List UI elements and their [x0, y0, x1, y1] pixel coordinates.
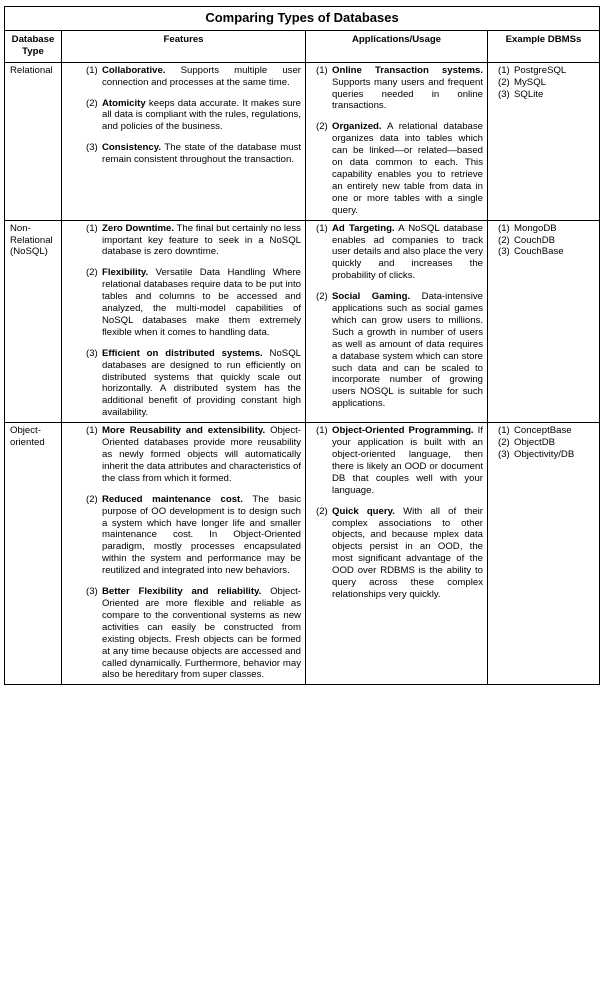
list-item-number: (2) [316, 505, 328, 517]
list-item-description: NoSQL databases are designed to run efficiently on distributed systems that quickly scale out horizontally. A distributed system has the additional benefit of providing constant high availability. [102, 347, 301, 419]
list-item [492, 246, 595, 258]
features-list [66, 223, 301, 420]
list-item-description: Supports multiple user connection and processes at the same time. [102, 64, 301, 88]
features-cell [62, 220, 306, 423]
list-item-number: (3) [498, 246, 510, 258]
features-cell [62, 62, 306, 220]
apps-cell [306, 220, 488, 423]
header-features: Features [62, 30, 306, 62]
list-item-number: (2) [316, 291, 328, 303]
list-item-number: (3) [86, 347, 98, 359]
table-row [5, 62, 600, 220]
list-item-term: Efficient on distributed systems. [102, 347, 263, 359]
list-item-number: (2) [86, 97, 98, 109]
list-item-text [332, 291, 483, 410]
list-item-term: Collaborative. [102, 64, 166, 76]
list-item-number: (1) [316, 64, 328, 76]
database-type-cell: Relational [5, 62, 62, 220]
header-applications: Applications/Usage [306, 30, 488, 62]
list-item [66, 586, 301, 681]
features-list [66, 65, 301, 166]
list-item-description: keeps data accurate. It makes sure all data is compliant with the rules, regulations, and policies of the business. [102, 97, 301, 133]
list-item [310, 425, 483, 496]
dbms-list [492, 65, 595, 101]
list-item [66, 98, 301, 134]
list-item-text [332, 425, 483, 496]
list-item-description: A relational database organizes data into tables which can be linked—or related—based on data common to each. This capability enables you to retrieve an entirely new table from data in one or more tables with a single query. [332, 121, 483, 216]
list-item-number: (1) [498, 425, 510, 437]
list-item-term: Social Gaming. [332, 291, 411, 303]
list-item-text [102, 98, 301, 134]
list-item-description: Supports many users and frequent queries needed in online transactions. [332, 76, 483, 112]
list-item [66, 494, 301, 577]
list-item [492, 235, 595, 247]
list-item-text [102, 494, 301, 577]
list-item-description: Versatile Data Handling Where relational databases require data to be put into tables and columns to be accessed and analyzed, the multi-model capabilities of NoSQL databases make them extremely flexible when it comes to handling data. [102, 267, 301, 338]
list-item-number: (2) [498, 437, 510, 449]
list-item-number: (3) [498, 88, 510, 100]
list-item-text: Objectivity/DB [514, 449, 575, 460]
list-item [66, 142, 301, 166]
table-body [5, 62, 600, 685]
list-item-term: Object-Oriented Programming. [332, 425, 474, 437]
dbms-cell [488, 423, 600, 685]
list-item [310, 506, 483, 601]
list-item-number: (1) [316, 425, 328, 437]
list-item-text [102, 348, 301, 419]
list-item-text: CouchBase [514, 246, 564, 258]
list-item [310, 121, 483, 216]
list-item-number: (3) [86, 586, 98, 598]
list-item [66, 267, 301, 338]
list-item-description: The basic purpose of OO development is to design such a system which have longer life and smaller maintenance cost. In Object-Oriented paradigm, mostly processes encapsulated within the system and performance may be reutilized and integrated into new behaviors. [102, 493, 301, 577]
list-item [66, 425, 301, 485]
comparison-table [4, 6, 600, 685]
list-item [492, 89, 595, 101]
apps-cell [306, 62, 488, 220]
list-item-number: (2) [86, 493, 98, 505]
list-item [492, 223, 595, 235]
list-item-number: (1) [498, 64, 510, 76]
list-item-description: If your application is built with an object-oriented language, then there is likely an OOD or document DB that couples well with your language. [332, 425, 484, 496]
list-item [66, 65, 301, 89]
list-item-description: The state of the database must remain consistent throughout the transaction. [102, 142, 301, 166]
list-item-number: (2) [498, 234, 510, 246]
header-row [5, 30, 600, 62]
list-item-text: ObjectDB [514, 437, 556, 449]
list-item-number: (2) [498, 76, 510, 88]
list-item-number: (1) [86, 425, 98, 437]
list-item-description: The final but certainly no less important key feature to seek in a NoSQL database is zero downtime. [102, 222, 301, 258]
features-list [66, 425, 301, 681]
apps-list [310, 65, 483, 217]
table-row [5, 423, 600, 685]
list-item-text [332, 121, 483, 216]
list-item-text: ConceptBase [514, 425, 572, 437]
list-item-text [332, 506, 483, 601]
list-item-term: More Reusability and extensibility. [102, 425, 266, 437]
list-item-text [102, 586, 301, 681]
list-item-number: (1) [316, 222, 328, 234]
list-item-term: Quick query. [332, 505, 395, 517]
list-item-text: SQLite [514, 88, 544, 100]
table-row [5, 220, 600, 423]
list-item [310, 223, 483, 283]
dbms-cell [488, 220, 600, 423]
list-item [310, 65, 483, 113]
list-item-description: Object-Oriented are more flexible and reliable as compare to the conventional systems as new activities can easily be constructed from existing objects. Fresh objects can be formed at any time because objects are accessed and called dynamically. Furthermore, behavior may also be hereditary from super classes. [102, 586, 301, 681]
apps-cell [306, 423, 488, 685]
header-database-type: Database Type [5, 30, 62, 62]
list-item-number: (1) [86, 64, 98, 76]
list-item-number: (1) [498, 222, 510, 234]
list-item-term: Online Transaction systems. [332, 64, 483, 76]
list-item-number: (2) [86, 267, 98, 279]
document-page [4, 6, 599, 685]
dbms-cell [488, 62, 600, 220]
table-title: Comparing Types of Databases [5, 7, 600, 31]
list-item-text [102, 425, 301, 485]
list-item-description: Data-intensive applications such as social games which can grow users to millions. Such a growth in number of users as well as amount of data requires a database system which can store such data and can be scaled to incorporate number of growing users NOSQL is suitable for such applications. [332, 291, 483, 410]
list-item-term: Ad Targeting. [332, 222, 395, 234]
list-item-text [102, 65, 301, 89]
list-item-text [102, 142, 301, 166]
list-item [492, 449, 595, 461]
list-item [66, 348, 301, 419]
list-item [492, 77, 595, 89]
list-item [492, 425, 595, 437]
list-item-text [332, 65, 483, 113]
list-item-term: Consistency. [102, 142, 162, 154]
apps-list [310, 223, 483, 411]
features-cell [62, 423, 306, 685]
database-type-cell: Object-oriented [5, 423, 62, 685]
list-item-number: (2) [316, 121, 328, 133]
list-item-number: (3) [498, 449, 510, 460]
list-item-text [332, 223, 483, 283]
list-item-term: Zero Downtime. [102, 222, 174, 234]
list-item-term: Atomicity [102, 97, 146, 109]
list-item-text: CouchDB [514, 234, 556, 246]
database-type-cell: Non-Relational (NoSQL) [5, 220, 62, 423]
apps-list [310, 425, 483, 601]
dbms-list [492, 223, 595, 259]
list-item-term: Better Flexibility and reliability. [102, 586, 262, 598]
list-item [492, 437, 595, 449]
list-item-text [102, 267, 301, 338]
list-item [310, 291, 483, 410]
list-item-text: MySQL [514, 76, 546, 88]
list-item-description: A NoSQL database enables ad companies to track user details and also place the very quickly and increases the probability of clicks. [332, 222, 483, 282]
list-item-term: Reduced maintenance cost. [102, 493, 243, 505]
list-item-text [102, 223, 301, 259]
list-item-description: With all of their complex associations to other objects, and because mplex data objects persist in an OOD, the most significant advantage of the OOD over RDBMS is the ability to query across these complex relationships very quickly. [332, 505, 483, 600]
list-item-number: (3) [86, 142, 98, 154]
list-item-text: MongoDB [514, 222, 557, 234]
list-item-number: (1) [86, 222, 98, 234]
dbms-list [492, 425, 595, 461]
list-item [492, 65, 595, 77]
header-example-dbms: Example DBMSs [488, 30, 600, 62]
list-item-description: Object-Oriented databases provide more reusability as newly formed objects will automatically inherit the data attributes and characteristics of the class from which it formed. [102, 425, 302, 484]
list-item-term: Flexibility. [102, 267, 149, 279]
list-item-text: PostgreSQL [514, 64, 567, 76]
list-item-term: Organized. [332, 121, 382, 133]
list-item [66, 223, 301, 259]
